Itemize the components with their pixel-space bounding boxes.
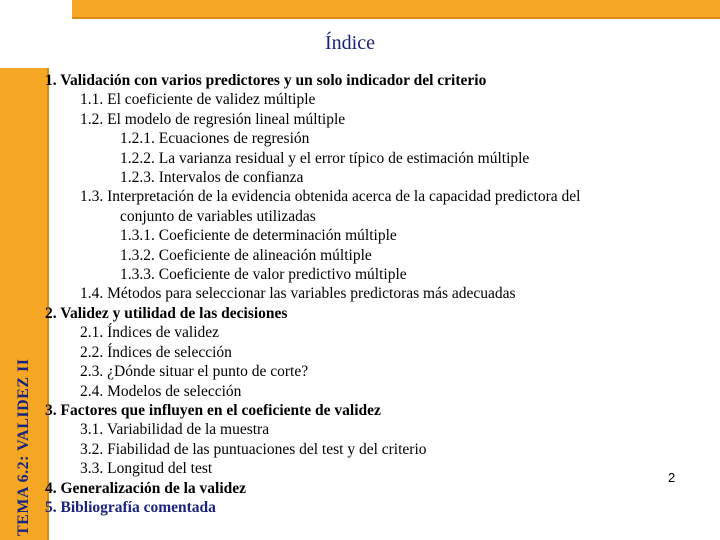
toc-item: 1.2.3. Intervalos de confianza (120, 169, 304, 187)
page-number: 2 (668, 470, 676, 485)
toc-item: conjunto de variables utilizadas (120, 207, 316, 225)
side-label (15, 359, 33, 540)
toc-item: 3. Factores que influyen en el coeficiente de validez (45, 401, 381, 419)
toc-item: 1.3.2. Coeficiente de alineación múltiple (120, 246, 372, 264)
table-of-contents (45, 71, 695, 517)
toc-item: 2.4. Modelos de selección (80, 382, 242, 400)
toc-item: 1.3.3. Coeficiente de valor predictivo múltiple (120, 266, 407, 284)
toc-item: 3.2. Fiabilidad de las puntuaciones del test y del criterio (80, 440, 427, 458)
side-label-text: TEMA 6.2: VALIDEZ II (15, 358, 32, 536)
toc-item: 1.4. Métodos para seleccionar las variables predictoras más adecuadas (80, 285, 516, 303)
toc-item: 1.3.1. Coeficiente de determinación múltiple (120, 227, 397, 245)
toc-item: 1.2. El modelo de regresión lineal múltiple (80, 110, 346, 128)
top-accent-bar (72, 0, 720, 19)
toc-item: 1.2.2. La varianza residual y el error típico de estimación múltiple (120, 149, 530, 167)
toc-item: 2.3. ¿Dónde situar el punto de corte? (80, 363, 309, 381)
toc-item: 1.3. Interpretación de la evidencia obtenida acerca de la capacidad predictora del (80, 188, 581, 206)
toc-item: 2.1. Índices de validez (80, 324, 220, 342)
toc-item: 1.2.1. Ecuaciones de regresión (120, 130, 310, 148)
toc-item: 1.1. El coeficiente de validez múltiple (80, 91, 316, 109)
toc-item: 2.2. Índices de selección (80, 343, 232, 361)
toc-item: 5. Bibliografía comentada (45, 498, 216, 516)
page-title: Índice (325, 32, 375, 54)
toc-item: 2. Validez y utilidad de las decisiones (45, 304, 288, 322)
toc-item: 3.1. Variabilidad de la muestra (80, 421, 270, 439)
toc-item: 4. Generalización de la validez (45, 479, 247, 497)
toc-item: 1. Validación con varios predictores y un solo indicador del criterio (45, 72, 487, 89)
toc-item: 3.3. Longitud del test (80, 460, 213, 478)
